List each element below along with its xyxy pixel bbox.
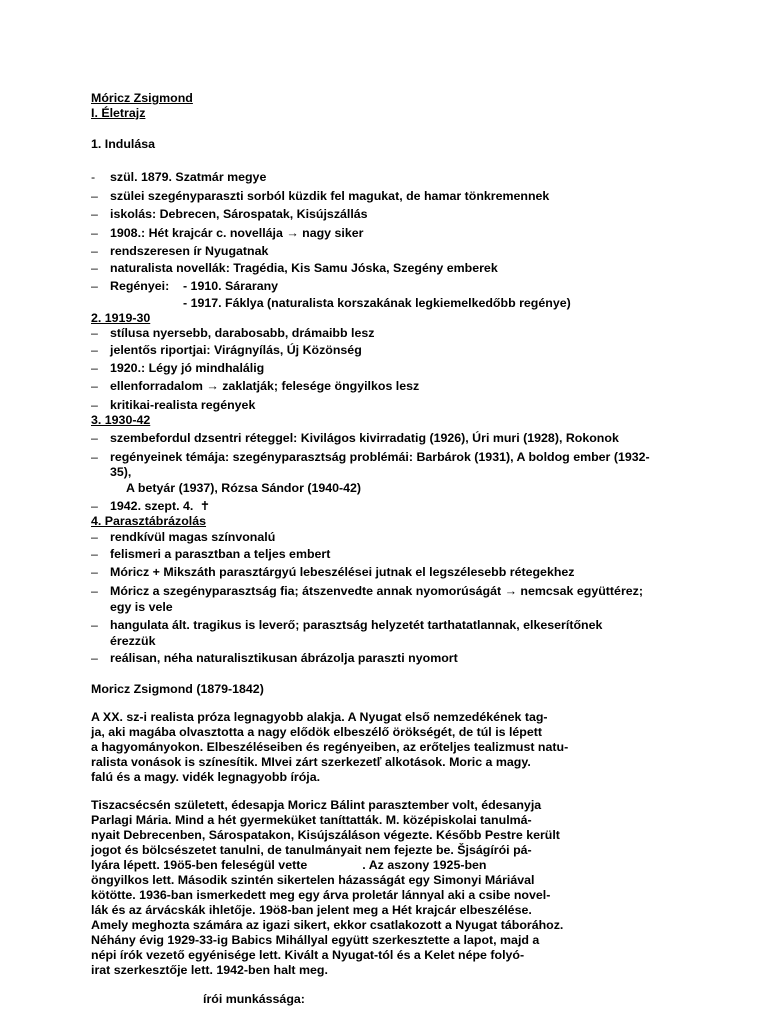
paragraph-line: Néhány évig 1929-33-ig Babics Mihállyal együtt szerkesztette a lapot, majd a	[91, 933, 540, 947]
second-title: Moricz Zsigmond (1879-1842)	[91, 682, 264, 696]
list-bullet: –	[91, 226, 98, 240]
paragraph-line: ja, aki magába olvasztotta a nagy elődök elbeszélő örökségét, de túl is lépett	[91, 725, 543, 739]
list-bullet: –	[91, 326, 98, 340]
list-bullet: –	[91, 207, 98, 221]
list-item: rendszeresen ír Nyugatnak	[110, 244, 269, 258]
list-item-continuation: érezzük	[110, 634, 156, 648]
list-item: felismeri a parasztban a teljes embert	[110, 547, 331, 561]
list-item: szülei szegényparaszti sorból küzdik fel magukat, de hamar tönkremennek	[110, 189, 550, 203]
list-item: Móricz a szegényparasztság fia; átszenvedte annak nyomorúságát → nemcsak együttérez;	[110, 584, 643, 598]
list-bullet: –	[91, 450, 98, 464]
list-bullet: –	[91, 584, 98, 598]
list-item: reálisan, néha naturalisztikusan ábrázolja paraszti nyomort	[110, 651, 458, 665]
list-bullet: –	[91, 431, 98, 445]
list-item: szembefordul dzsentri réteggel: Kivilágos kivirradatig (1926), Úri muri (1928), Rokonok	[110, 431, 619, 445]
list-item: Móricz + Mikszáth parasztárgyú lebeszélései jutnak el legszélesebb rétegekhez	[110, 565, 575, 579]
footer-heading: írói munkássága:	[203, 992, 305, 1006]
list-item: rendkívül magas színvonalú	[110, 530, 276, 544]
paragraph-line: falú és a magy. vidék legnagyobb írója.	[91, 770, 321, 784]
list-item: stílusa nyersebb, darabosabb, drámaibb lesz	[110, 326, 375, 340]
paragraph-line: kötötte. 1936-ban ismerkedett meg egy árva proletár lánnyal aki a csibe novel-	[91, 888, 551, 902]
list-bullet: –	[91, 530, 98, 544]
list-item: iskolás: Debrecen, Sárospatak, Kisújszállás	[110, 207, 368, 221]
list-item-continuation: - 1917. Fáklya (naturalista korszakának legkiemelkedőbb regénye)	[183, 296, 571, 310]
paragraph-line: a hagyományokon. Elbeszéléseiben és regényeiben, az erőteljes tealizmust natu-	[91, 740, 569, 754]
paragraph-line: lyára lépett. 19ö5-ben feleségül vette . Az aszony 1925-ben	[91, 858, 487, 872]
document-title: Móricz Zsigmond	[91, 91, 193, 105]
paragraph-line: Parlagi Mária. Mind a hét gyermeküket taníttatták. M. középiskolai tanulmá-	[91, 813, 532, 827]
list-bullet: –	[91, 279, 98, 293]
list-item: 1920.: Légy jó mindhalálig	[110, 361, 265, 375]
cross-icon: ✝	[199, 499, 211, 513]
list-item-continuation: egy is vele	[110, 600, 173, 614]
document-subtitle: I. Életrajz	[91, 106, 146, 120]
section1-heading: 1. Indulása	[91, 137, 156, 151]
list-item: hangulata ált. tragikus is leverő; parasztság helyzetét tarthatatlannak, elkeserítőnek	[110, 618, 603, 632]
list-bullet: –	[91, 651, 98, 665]
list-bullet: –	[91, 343, 98, 357]
paragraph-line: ralista vonások is színesítik. MIvei zárt szerkezetľ alkotások. Moric a magy.	[91, 755, 531, 769]
list-item: szül. 1879. Szatmár megye	[110, 170, 267, 184]
list-item-continuation: 35),	[110, 465, 132, 479]
list-bullet: –	[91, 547, 98, 561]
list-bullet: -	[91, 170, 96, 184]
list-item: 1908.: Hét krajcár c. novellája → nagy siker	[110, 226, 364, 240]
list-item: naturalista novellák: Tragédia, Kis Samu Jóska, Szegény emberek	[110, 261, 498, 275]
list-bullet: –	[91, 244, 98, 258]
list-item: ellenforradalom → zaklatják; felesége öngyilkos lesz	[110, 379, 420, 393]
section3-heading: 3. 1930-42	[91, 413, 151, 427]
paragraph-line: lák és az árvácskák ihletője. 19ö8-ban jelent meg a Hét krajcár elbeszélése.	[91, 903, 532, 917]
list-item: regényeinek témája: szegényparasztság problémái: Barbárok (1931), A boldog ember (1932-	[110, 450, 650, 464]
paragraph-line: nyait Debrecenben, Sárospatakon, Kisújszáláson végezte. Később Pestre került	[91, 828, 560, 842]
list-bullet: –	[91, 398, 98, 412]
list-item: jelentős riportjai: Virágnyílás, Új Közönség	[110, 343, 362, 357]
list-bullet: –	[91, 361, 98, 375]
paragraph-line: Tiszacsécsén született, édesapja Moricz Bálint parasztember volt, édesanyja	[91, 798, 542, 812]
list-bullet: –	[91, 565, 98, 579]
list-item	[110, 499, 210, 514]
list-item-text: 1942. szept. 4.	[110, 499, 194, 513]
list-bullet: –	[91, 379, 98, 393]
paragraph-line: népi írók vezető egyénisége lett. Kivált a Nyugat-tól és a Kelet népe folyó-	[91, 948, 525, 962]
list-bullet: –	[91, 499, 98, 513]
paragraph-line: irat szerkesztője lett. 1942-ben halt meg.	[91, 963, 328, 977]
section2-heading: 2. 1919-30	[91, 311, 151, 325]
list-bullet: –	[91, 189, 98, 203]
paragraph-line: jogot és bölcsészetet tanulni, de tanulmányait nem fejezte be. Šjságírói pá-	[91, 843, 532, 857]
paragraph-line: öngyilkos lett. Második szintén sikertelen házasságát egy Simonyi Máriával	[91, 873, 535, 887]
paragraph-line: A XX. sz-i realista próza legnagyobb alakja. A Nyugat első nemzedékének tag-	[91, 710, 548, 724]
list-bullet: –	[91, 618, 98, 632]
list-bullet: –	[91, 261, 98, 275]
list-item: kritikai-realista regények	[110, 398, 256, 412]
list-item: Regényei: - 1910. Sárarany	[110, 279, 279, 293]
paragraph-line: Amely meghozta számára az igazi sikert, ekkor csatlakozott a Nyugat táborához.	[91, 918, 564, 932]
list-item-continuation: A betyár (1937), Rózsa Sándor (1940-42)	[126, 481, 362, 495]
section4-heading: 4. Parasztábrázolás	[91, 514, 207, 528]
